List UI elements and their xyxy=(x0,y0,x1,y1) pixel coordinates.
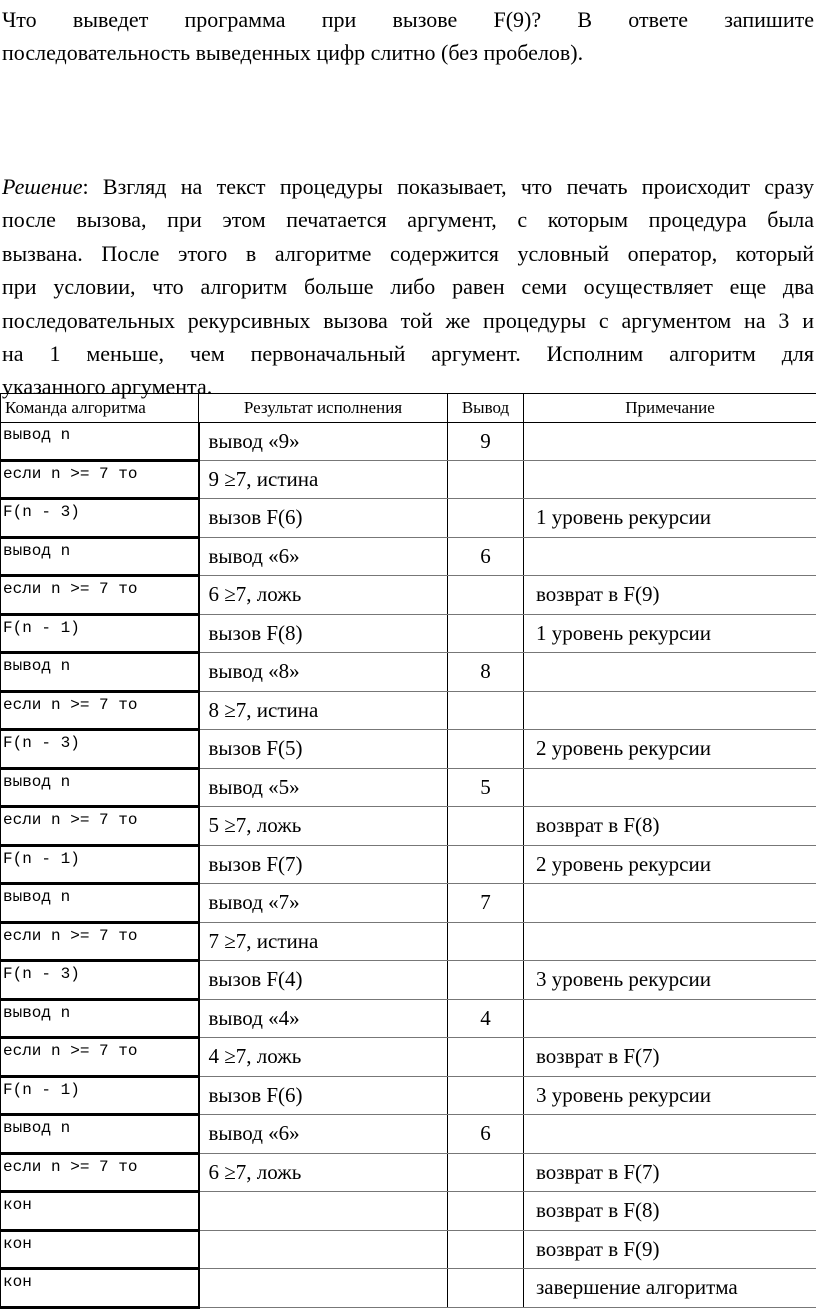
solution-line: на 1 меньше, чем первоначальный аргумент. Исполним алгоритм для xyxy=(2,337,814,370)
output-cell: 9 xyxy=(448,423,524,461)
result-cell: 8 ≥7, истина xyxy=(199,691,448,730)
note-cell xyxy=(524,922,816,961)
note-cell: возврат в F(9) xyxy=(524,1230,816,1269)
result-cell xyxy=(199,1269,448,1308)
result-cell: вызов F(5) xyxy=(199,730,448,769)
command-cell: вывод n xyxy=(1,1115,199,1154)
note-cell: 3 уровень рекурсии xyxy=(524,1076,816,1115)
result-cell: 4 ≥7, ложь xyxy=(199,1038,448,1077)
result-cell: вывод «8» xyxy=(199,653,448,692)
command-cell: F(n - 1) xyxy=(1,1076,199,1115)
result-cell: 6 ≥7, ложь xyxy=(199,1153,448,1192)
output-cell xyxy=(448,807,524,846)
command-cell: вывод n xyxy=(1,537,199,576)
command-cell: если n >= 7 то xyxy=(1,460,199,499)
output-cell xyxy=(448,961,524,1000)
table-row xyxy=(1,576,816,615)
table-row xyxy=(1,537,816,576)
output-cell: 6 xyxy=(448,1115,524,1154)
table-row xyxy=(1,653,816,692)
command-cell: если n >= 7 то xyxy=(1,576,199,615)
result-cell: 6 ≥7, ложь xyxy=(199,576,448,615)
output-cell xyxy=(448,922,524,961)
table-row xyxy=(1,460,816,499)
result-cell: вывод «9» xyxy=(199,423,448,461)
note-cell: возврат в F(8) xyxy=(524,1192,816,1231)
note-cell: возврат в F(9) xyxy=(524,576,816,615)
output-cell xyxy=(448,1153,524,1192)
note-cell: 1 уровень рекурсии xyxy=(524,614,816,653)
output-cell xyxy=(448,1038,524,1077)
solution-line: после вызова, при этом печатается аргумент, с которым процедура была xyxy=(2,203,814,236)
command-cell: кон xyxy=(1,1192,199,1231)
output-cell xyxy=(448,1269,524,1308)
result-cell: вывод «7» xyxy=(199,884,448,923)
note-cell: 2 уровень рекурсии xyxy=(524,730,816,769)
header-note: Примечание xyxy=(524,394,816,423)
output-cell: 6 xyxy=(448,537,524,576)
table-row xyxy=(1,499,816,538)
header-command: Команда алгоритма xyxy=(1,394,199,423)
output-cell xyxy=(448,460,524,499)
note-cell xyxy=(524,768,816,807)
header-result: Результат исполнения xyxy=(199,394,448,423)
note-cell: завершение алгоритма xyxy=(524,1269,816,1308)
solution-line: : Взгляд на текст процедуры показывает, что печать происходит сразу xyxy=(82,174,814,199)
question-line: Что выведет программа при вызове F(9)? В ответе запишите xyxy=(2,3,814,36)
note-cell: возврат в F(7) xyxy=(524,1153,816,1192)
table-row xyxy=(1,1038,816,1077)
question-text xyxy=(2,3,814,70)
result-cell: вызов F(6) xyxy=(199,499,448,538)
command-cell: если n >= 7 то xyxy=(1,1038,199,1077)
output-cell xyxy=(448,691,524,730)
table-row xyxy=(1,1115,816,1154)
note-cell xyxy=(524,653,816,692)
output-cell: 7 xyxy=(448,884,524,923)
result-cell: вывод «5» xyxy=(199,768,448,807)
note-cell xyxy=(524,884,816,923)
output-cell xyxy=(448,576,524,615)
question-line: последовательность выведенных цифр слитно (без пробелов). xyxy=(2,36,814,69)
command-cell: вывод n xyxy=(1,423,199,461)
result-cell: 5 ≥7, ложь xyxy=(199,807,448,846)
note-cell: возврат в F(7) xyxy=(524,1038,816,1077)
note-cell xyxy=(524,691,816,730)
note-cell: 1 уровень рекурсии xyxy=(524,499,816,538)
note-cell: 3 уровень рекурсии xyxy=(524,961,816,1000)
command-cell: F(n - 1) xyxy=(1,614,199,653)
note-cell: 2 уровень рекурсии xyxy=(524,845,816,884)
note-cell xyxy=(524,537,816,576)
result-cell: вызов F(7) xyxy=(199,845,448,884)
command-cell: если n >= 7 то xyxy=(1,691,199,730)
result-cell: вызов F(6) xyxy=(199,1076,448,1115)
table-row xyxy=(1,999,816,1038)
command-cell: вывод n xyxy=(1,999,199,1038)
output-cell xyxy=(448,1076,524,1115)
command-cell: F(n - 3) xyxy=(1,961,199,1000)
solution-line: вызвана. После этого в алгоритме содержится условный оператор, который xyxy=(2,237,814,270)
table-row xyxy=(1,922,816,961)
table-row xyxy=(1,1269,816,1308)
output-cell: 4 xyxy=(448,999,524,1038)
table-row xyxy=(1,1230,816,1269)
table-row xyxy=(1,1192,816,1231)
command-cell: вывод n xyxy=(1,653,199,692)
result-cell: вызов F(4) xyxy=(199,961,448,1000)
result-cell xyxy=(199,1230,448,1269)
table-row xyxy=(1,1153,816,1192)
output-cell xyxy=(448,845,524,884)
trace-table-body xyxy=(1,423,816,1308)
note-cell xyxy=(524,460,816,499)
output-cell xyxy=(448,614,524,653)
command-cell: F(n - 3) xyxy=(1,730,199,769)
command-cell: вывод n xyxy=(1,884,199,923)
note-cell xyxy=(524,999,816,1038)
result-cell: вывод «6» xyxy=(199,537,448,576)
output-cell xyxy=(448,499,524,538)
table-row xyxy=(1,884,816,923)
note-cell: возврат в F(8) xyxy=(524,807,816,846)
trace-table xyxy=(0,393,816,1309)
result-cell: 9 ≥7, истина xyxy=(199,460,448,499)
command-cell: кон xyxy=(1,1230,199,1269)
command-cell: кон xyxy=(1,1269,199,1308)
output-cell xyxy=(448,1192,524,1231)
table-row xyxy=(1,768,816,807)
table-row xyxy=(1,614,816,653)
command-cell: если n >= 7 то xyxy=(1,1153,199,1192)
result-cell: вывод «4» xyxy=(199,999,448,1038)
command-cell: вывод n xyxy=(1,768,199,807)
table-row xyxy=(1,807,816,846)
table-header-row xyxy=(1,394,816,423)
note-cell xyxy=(524,1115,816,1154)
solution-label: Решение xyxy=(2,174,82,199)
table-row xyxy=(1,961,816,1000)
output-cell xyxy=(448,1230,524,1269)
command-cell: F(n - 3) xyxy=(1,499,199,538)
table-row xyxy=(1,730,816,769)
output-cell: 5 xyxy=(448,768,524,807)
note-cell xyxy=(524,423,816,461)
result-cell: 7 ≥7, истина xyxy=(199,922,448,961)
solution-line: последовательных рекурсивных вызова той же процедуры с аргументом на 3 и xyxy=(2,304,814,337)
table-row xyxy=(1,1076,816,1115)
command-cell: если n >= 7 то xyxy=(1,922,199,961)
output-cell: 8 xyxy=(448,653,524,692)
table-row xyxy=(1,691,816,730)
table-row xyxy=(1,423,816,461)
result-cell: вызов F(8) xyxy=(199,614,448,653)
result-cell: вывод «6» xyxy=(199,1115,448,1154)
result-cell xyxy=(199,1192,448,1231)
command-cell: если n >= 7 то xyxy=(1,807,199,846)
header-output: Вывод xyxy=(448,394,524,423)
table-row xyxy=(1,845,816,884)
command-cell: F(n - 1) xyxy=(1,845,199,884)
output-cell xyxy=(448,730,524,769)
solution-text xyxy=(2,170,814,404)
solution-line: указанного аргумента. xyxy=(2,370,814,403)
solution-line: при условии, что алгоритм больше либо равен семи осуществляет еще два xyxy=(2,270,814,303)
solution-first-line xyxy=(2,170,814,203)
